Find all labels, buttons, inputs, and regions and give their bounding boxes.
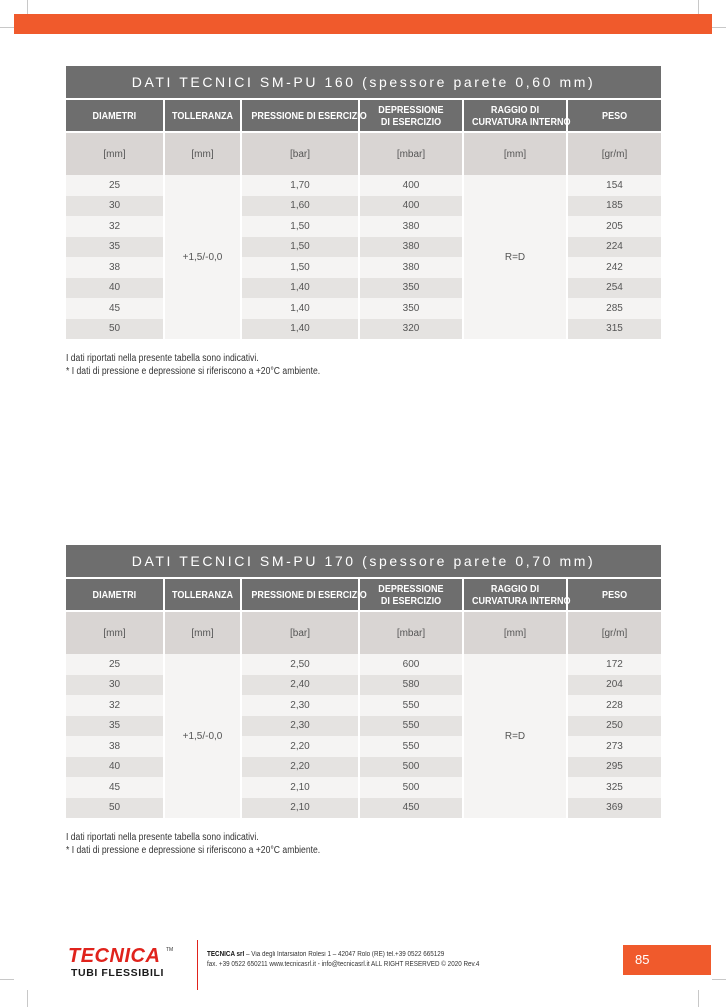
header-tolleranza: TOLLERANZA — [164, 579, 241, 611]
unit-cell: [mm] — [164, 132, 241, 175]
cell-peso: 205 — [567, 216, 661, 237]
cell-pressione: 1,70 — [241, 175, 359, 196]
cell-depressione: 600 — [359, 654, 463, 675]
cell-pressione: 1,40 — [241, 278, 359, 299]
cell-pressione: 2,50 — [241, 654, 359, 675]
footer-divider — [197, 940, 198, 990]
cell-depressione: 500 — [359, 757, 463, 778]
table-title: DATI TECNICI SM-PU 170 (spessore parete 0,70 mm) — [66, 545, 661, 579]
logo-subtitle: TUBI FLESSIBILI — [71, 967, 164, 979]
cell-peso: 254 — [567, 278, 661, 299]
cell-peso: 250 — [567, 716, 661, 737]
unit-cell: [mm] — [66, 611, 164, 654]
crop-mark — [712, 979, 726, 980]
header-accent-bar — [14, 14, 712, 34]
cell-peso: 224 — [567, 237, 661, 258]
header-tolleranza: TOLLERANZA — [164, 100, 241, 132]
note-pressure: * I dati di pressione e depressione si riferiscono a +20°C ambiente. — [66, 845, 321, 856]
table-row — [66, 298, 661, 319]
footer-contacts-line: fax. +39 0522 650211 www.tecnicasrl.it - info@tecnicasrl.it ALL RIGHT RESERVED © 2020 Rev.4 — [207, 961, 480, 968]
cell-pressione: 1,60 — [241, 196, 359, 217]
cell-depressione: 380 — [359, 237, 463, 258]
crop-mark — [27, 990, 28, 1007]
cell-pressione: 1,40 — [241, 319, 359, 340]
cell-pressione: 1,50 — [241, 257, 359, 278]
header-depressione: DEPRESSIONE DI ESERCIZIO — [359, 579, 463, 611]
header-peso: PESO — [567, 579, 661, 611]
logo-name: TECNICA — [68, 945, 161, 967]
cell-diametro: 38 — [66, 257, 164, 278]
header-peso: PESO — [567, 100, 661, 132]
crop-mark — [712, 27, 726, 28]
cell-depressione: 400 — [359, 175, 463, 196]
crop-mark — [698, 0, 699, 14]
unit-cell: [mbar] — [359, 611, 463, 654]
table-row — [66, 716, 661, 737]
cell-peso: 325 — [567, 777, 661, 798]
logo-trademark: TM — [166, 947, 174, 953]
header-diametri: DIAMETRI — [66, 579, 164, 611]
cell-diametro: 35 — [66, 716, 164, 737]
cell-diametro: 50 — [66, 798, 164, 819]
note-pressure: * I dati di pressione e depressione si riferiscono a +20°C ambiente. — [66, 366, 321, 377]
cell-pressione: 2,20 — [241, 757, 359, 778]
unit-cell: [gr/m] — [567, 132, 661, 175]
header-raggio: RAGGIO DI CURVATURA INTERNO — [463, 579, 567, 611]
cell-diametro: 40 — [66, 278, 164, 299]
cell-peso: 285 — [567, 298, 661, 319]
cell-peso: 315 — [567, 319, 661, 340]
cell-pressione: 1,50 — [241, 237, 359, 258]
cell-peso: 204 — [567, 675, 661, 696]
cell-peso: 242 — [567, 257, 661, 278]
unit-cell: [mm] — [463, 132, 567, 175]
company-logo — [68, 945, 172, 983]
cell-peso: 295 — [567, 757, 661, 778]
table-notes — [66, 352, 320, 378]
cell-diametro: 45 — [66, 777, 164, 798]
cell-diametro: 30 — [66, 196, 164, 217]
cell-diametro: 25 — [66, 654, 164, 675]
cell-raggio: R=D — [463, 654, 567, 818]
table-row — [66, 777, 661, 798]
header-raggio: RAGGIO DI CURVATURA INTERNO — [463, 100, 567, 132]
cell-raggio: R=D — [463, 175, 567, 339]
crop-mark — [698, 990, 699, 1007]
cell-depressione: 380 — [359, 216, 463, 237]
unit-cell: [gr/m] — [567, 611, 661, 654]
header-diametri: DIAMETRI — [66, 100, 164, 132]
cell-diametro: 38 — [66, 736, 164, 757]
table-row — [66, 278, 661, 299]
cell-depressione: 350 — [359, 298, 463, 319]
cell-peso: 228 — [567, 695, 661, 716]
cell-pressione: 2,10 — [241, 777, 359, 798]
header-depressione: DEPRESSIONE DI ESERCIZIO — [359, 100, 463, 132]
unit-cell: [mm] — [164, 611, 241, 654]
cell-depressione: 550 — [359, 736, 463, 757]
cell-diametro: 50 — [66, 319, 164, 340]
crop-mark — [27, 0, 28, 14]
cell-peso: 185 — [567, 196, 661, 217]
header-pressione: PRESSIONE DI ESERCIZIO — [241, 579, 359, 611]
cell-depressione: 400 — [359, 196, 463, 217]
cell-peso: 172 — [567, 654, 661, 675]
unit-cell: [mm] — [66, 132, 164, 175]
crop-mark — [0, 979, 14, 980]
table-notes — [66, 831, 320, 857]
cell-diametro: 32 — [66, 216, 164, 237]
cell-diametro: 35 — [66, 237, 164, 258]
table-row — [66, 196, 661, 217]
footer-contact — [207, 950, 479, 970]
cell-peso: 154 — [567, 175, 661, 196]
cell-pressione: 2,20 — [241, 736, 359, 757]
unit-cell: [mm] — [463, 611, 567, 654]
table-row — [66, 654, 661, 675]
cell-depressione: 350 — [359, 278, 463, 299]
cell-pressione: 1,40 — [241, 298, 359, 319]
unit-cell: [bar] — [241, 132, 359, 175]
cell-depressione: 380 — [359, 257, 463, 278]
tech-data-table-sm-pu-160 — [66, 66, 661, 339]
cell-diametro: 25 — [66, 175, 164, 196]
table-row — [66, 695, 661, 716]
cell-depressione: 320 — [359, 319, 463, 340]
table-row — [66, 257, 661, 278]
cell-depressione: 450 — [359, 798, 463, 819]
table-title: DATI TECNICI SM-PU 160 (spessore parete 0,60 mm) — [66, 66, 661, 100]
page-number: 85 — [623, 945, 711, 975]
cell-peso: 369 — [567, 798, 661, 819]
cell-pressione: 2,30 — [241, 716, 359, 737]
cell-diametro: 30 — [66, 675, 164, 696]
footer-address: – Via degli Intarsiatori Rolesi 1 – 42047 Rolo (RE) tel.+39 0522 665129 — [244, 951, 445, 958]
table-row — [66, 237, 661, 258]
table-row — [66, 175, 661, 196]
table-row — [66, 216, 661, 237]
unit-cell: [bar] — [241, 611, 359, 654]
cell-tolleranza: +1,5/-0,0 — [164, 175, 241, 339]
cell-depressione: 580 — [359, 675, 463, 696]
cell-tolleranza: +1,5/-0,0 — [164, 654, 241, 818]
cell-diametro: 32 — [66, 695, 164, 716]
header-pressione: PRESSIONE DI ESERCIZIO — [241, 100, 359, 132]
cell-diametro: 45 — [66, 298, 164, 319]
table-row — [66, 675, 661, 696]
units-row — [66, 132, 661, 175]
table-row — [66, 757, 661, 778]
cell-pressione: 2,40 — [241, 675, 359, 696]
cell-pressione: 1,50 — [241, 216, 359, 237]
cell-diametro: 40 — [66, 757, 164, 778]
cell-peso: 273 — [567, 736, 661, 757]
cell-pressione: 2,10 — [241, 798, 359, 819]
table-row — [66, 798, 661, 819]
table-row — [66, 319, 661, 340]
cell-depressione: 550 — [359, 695, 463, 716]
unit-cell: [mbar] — [359, 132, 463, 175]
units-row — [66, 611, 661, 654]
note-indicative: I dati riportati nella presente tabella sono indicativi. — [66, 832, 259, 843]
cell-depressione: 550 — [359, 716, 463, 737]
footer-company: TECNICA srl — [207, 951, 245, 958]
cell-pressione: 2,30 — [241, 695, 359, 716]
cell-depressione: 500 — [359, 777, 463, 798]
table-row — [66, 736, 661, 757]
note-indicative: I dati riportati nella presente tabella sono indicativi. — [66, 353, 259, 364]
crop-mark — [0, 27, 14, 28]
tech-data-table-sm-pu-170 — [66, 545, 661, 818]
